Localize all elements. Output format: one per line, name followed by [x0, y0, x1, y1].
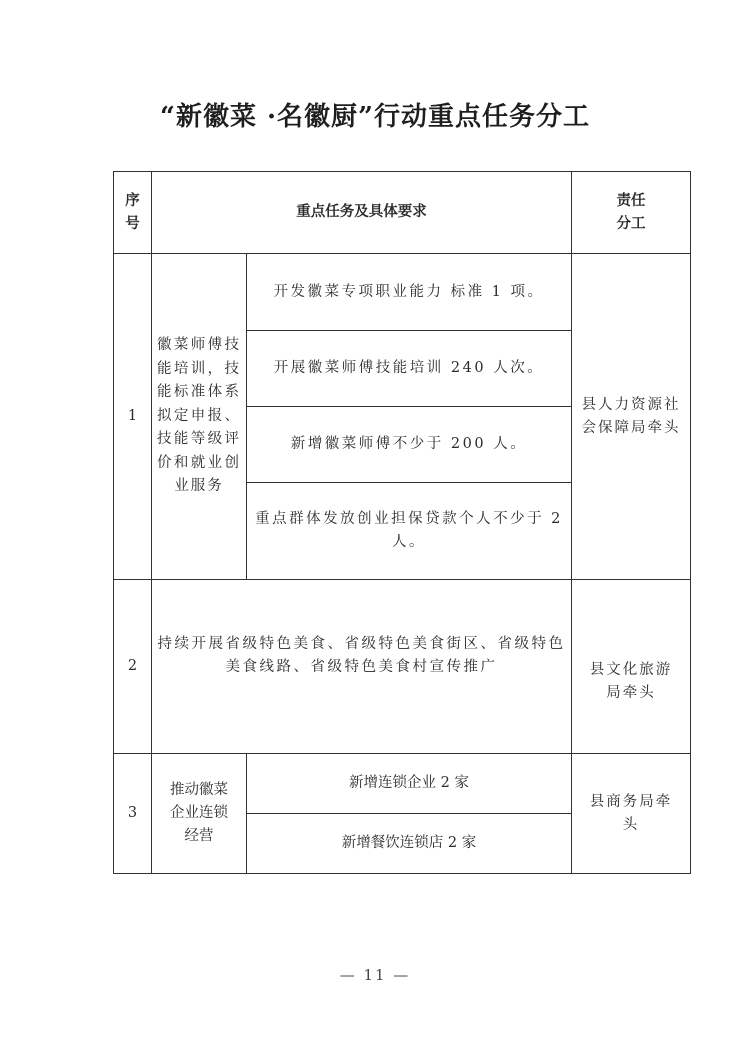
- header-responsibility: 责任分工: [572, 172, 691, 254]
- table-row: [114, 254, 691, 331]
- row-responsibility: 县人力资源社会保障局牵头: [572, 254, 691, 580]
- row-index: 2: [114, 580, 152, 754]
- header-task: 重点任务及具体要求: [152, 172, 572, 254]
- header-index: 序号: [114, 172, 152, 254]
- row-category: 徽菜师傅技能培训，技能标准体系拟定申报、技能等级评价和就业创业服务: [152, 254, 247, 580]
- task-item: 开发徽菜专项职业能力 标准 1 项。: [247, 254, 572, 331]
- table-header-row: [114, 172, 691, 254]
- row-responsibility: 县商务局牵头: [572, 754, 691, 874]
- task-allocation-table: [113, 171, 691, 874]
- task-item: 持续开展省级特色美食、省级特色美食街区、省级特色美食线路、省级特色美食村宣传推广: [152, 580, 572, 754]
- task-item: 开展徽菜师傅技能培训 240 人次。: [247, 331, 572, 407]
- table-row: [114, 754, 691, 814]
- task-item: 新增餐饮连锁店 2 家: [247, 814, 572, 874]
- row-index: 3: [114, 754, 152, 874]
- task-item: 重点群体发放创业担保贷款个人不少于 2 人。: [247, 483, 572, 580]
- document-title: “新徽菜 ·名徽厨”行动重点任务分工: [159, 102, 590, 132]
- page-number: — 11 —: [339, 966, 411, 984]
- task-item: 新增连锁企业 2 家: [247, 754, 572, 814]
- row-category: 推动徽菜企业连锁经营: [152, 754, 247, 874]
- table-row: [114, 580, 691, 754]
- row-responsibility: 县文化旅游局牵头: [572, 580, 691, 754]
- row-index: 1: [114, 254, 152, 580]
- task-item: 新增徽菜师傅不少于 200 人。: [247, 407, 572, 483]
